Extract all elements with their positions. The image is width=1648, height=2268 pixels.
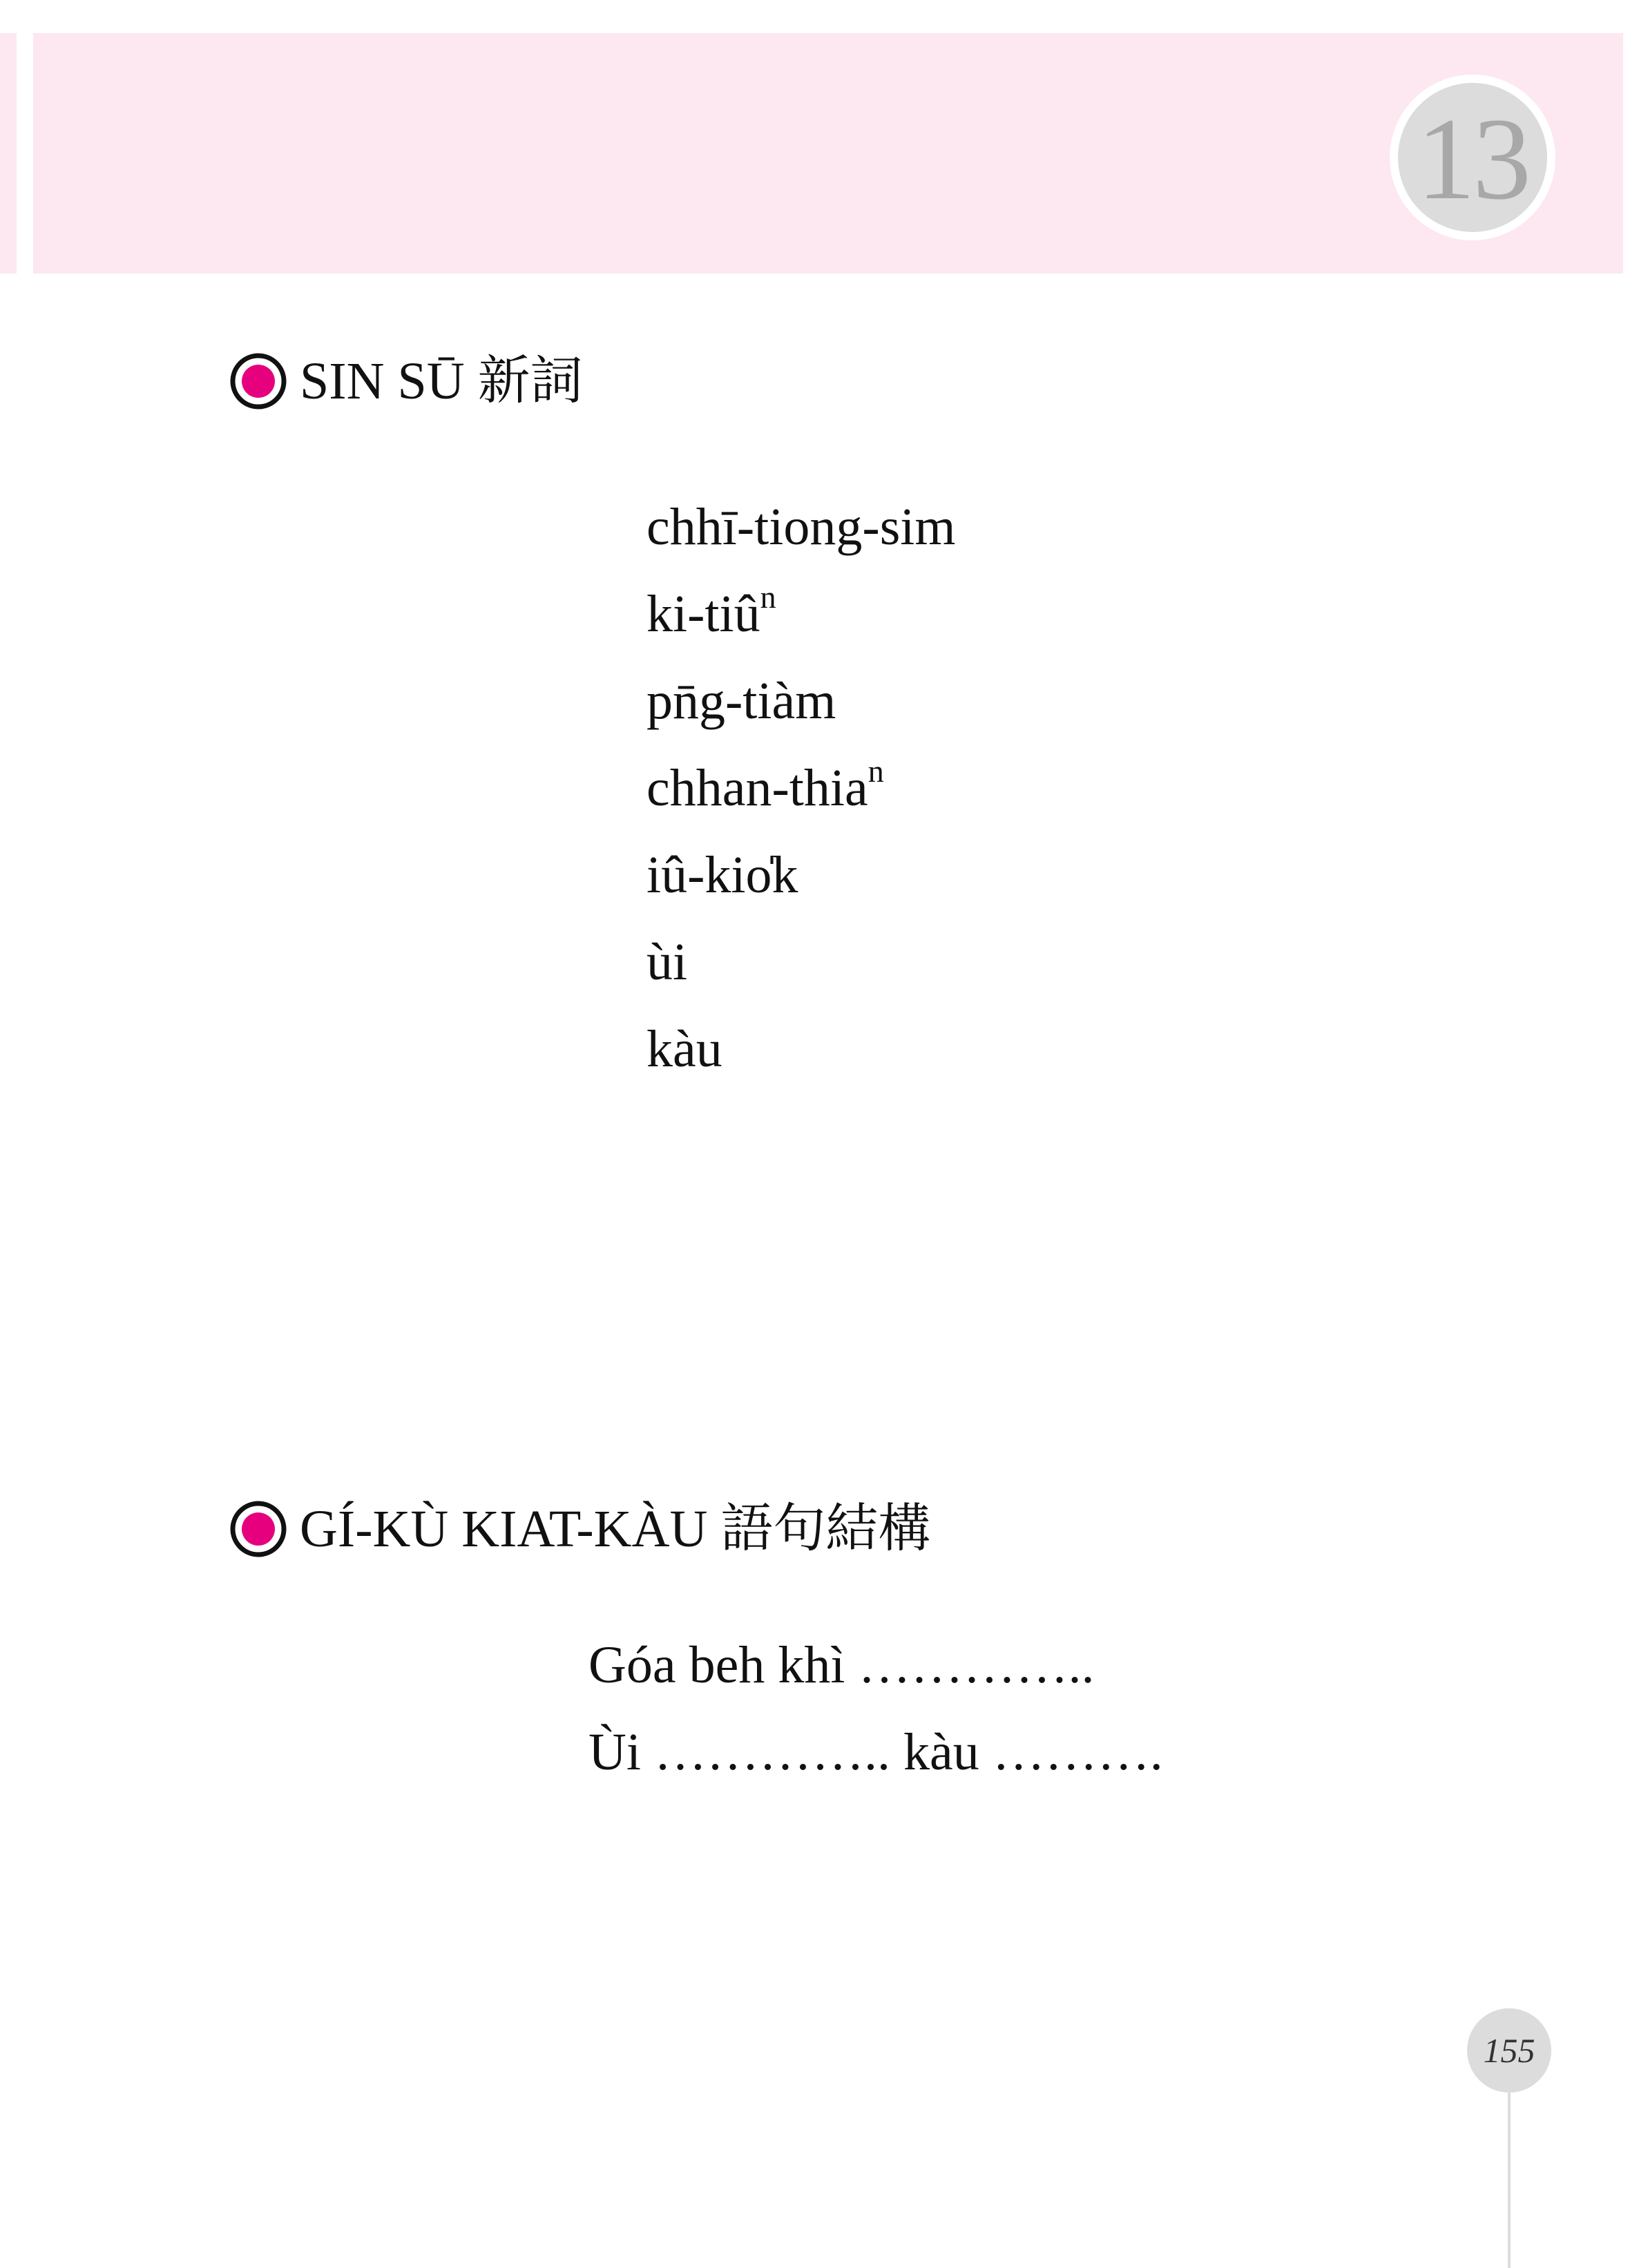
vocabulary-item: chhan-thia$^n$ [646, 753, 884, 817]
chapter-badge [1390, 75, 1555, 240]
section-heading-sentence-structure [229, 1500, 930, 1558]
vocabulary-item: kàu [646, 1020, 722, 1078]
page-number-badge [1467, 2008, 1551, 2093]
section-heading-vocabulary [229, 352, 583, 410]
vocabulary-item: iû-kio̍k [646, 846, 798, 904]
vocabulary-item: pn̄g-tiàm [646, 672, 836, 730]
target-bullet-icon [229, 352, 287, 410]
chapter-header-band [33, 33, 1623, 273]
vocabulary-item: chhī-tiong-sim [646, 498, 956, 556]
section-heading-text: SIN SŪ 新詞 [300, 352, 583, 410]
chapter-badge-inner [1398, 83, 1547, 232]
vocabulary-item: ki-tiû$^n$ [646, 579, 776, 643]
chapter-number: 13 [1417, 94, 1529, 224]
section-heading-text: GÍ-KÙ KIAT-KÀU 語句結構 [300, 1500, 931, 1558]
sentence-pattern-list [588, 1622, 1163, 1796]
header-left-strip [0, 33, 17, 273]
vocabulary-item: ùi [646, 933, 688, 991]
vocabulary-list [646, 483, 956, 1093]
sentence-pattern-item: Ùi ………….. kàu ………. [588, 1723, 1163, 1781]
page-number-line [1508, 2093, 1511, 2268]
sentence-pattern-item: Góa beh khì ………….. [588, 1636, 1095, 1694]
target-bullet-icon [229, 1500, 287, 1558]
page-number: 155 [1483, 2031, 1535, 2070]
